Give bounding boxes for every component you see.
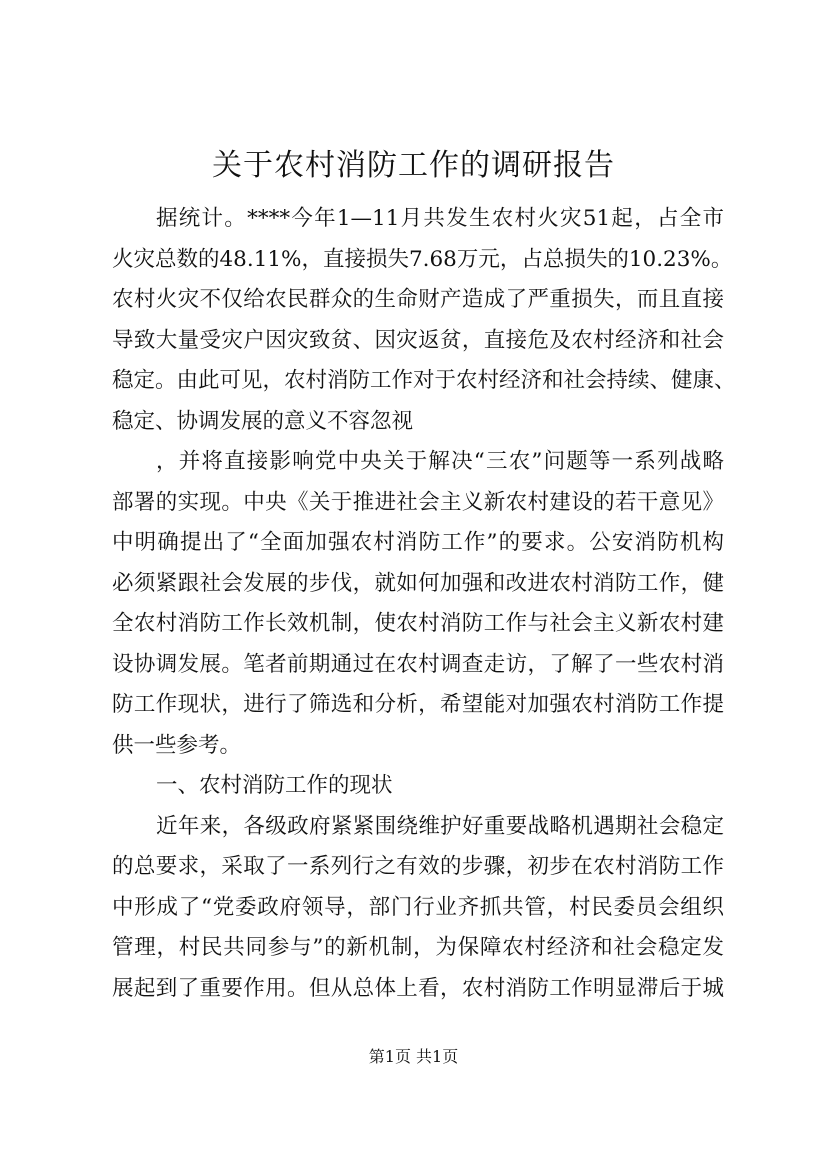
text-line: 供一些参考。 [112,732,242,758]
section-heading: 一、农村消防工作的现状 [156,773,393,798]
text-line: ，并将直接影响党中央关于解决“三农”问题等一系列战略 [156,449,724,474]
text-line: 农村火灾不仅给农民群众的生命财产造成了严重损失，而且直接 [112,287,724,312]
text-line: 必须紧跟社会发展的步伐，就如何加强和改进农村消防工作，健 [112,570,724,596]
text-line: 中形成了“党委政府领导，部门行业齐抓共管，村民委员会组织 [112,894,724,920]
text-line: 据统计。****今年1—11月共发生农村火灾51起，占全市 [156,206,724,231]
text-line: 展起到了重要作用。但从总体上看，农村消防工作明显滞后于城 [112,975,724,1001]
text-line: 防工作现状，进行了筛选和分析，希望能对加强农村消防工作提 [112,692,724,717]
text-line: 火灾总数的48.11%，直接损失7.68万元，占总损失的10.23%。 [112,246,733,272]
text-line: 近年来，各级政府紧紧围绕维护好重要战略机遇期社会稳定 [156,813,724,839]
text-line: 设协调发展。笔者前期通过在农村调查走访，了解了一些农村消 [112,651,724,677]
document-body [112,199,736,1009]
text-line: 中明确提出了“全面加强农村消防工作”的要求。公安消防机构 [112,530,724,555]
text-line: 管理，村民共同参与”的新机制，为保障农村经济和社会稳定发 [112,935,724,960]
text-line: 稳定、协调发展的意义不容忽视 [112,408,414,434]
text-line: 的总要求，采取了一系列行之有效的步骤，初步在农村消防工作 [112,854,724,879]
page-footer: 第1页 共1页 [368,1047,459,1066]
text-line: 全农村消防工作长效机制，使农村消防工作与社会主义新农村建 [112,611,724,636]
document-title: 关于农村消防工作的调研报告 [212,148,615,183]
text-line: 部署的实现。中央《关于推进社会主义新农村建设的若干意见》 [112,489,724,515]
text-line: 导致大量受灾户因灾致贫、因灾返贫，直接危及农村经济和社会 [112,327,724,353]
text-line: 稳定。由此可见，农村消防工作对于农村经济和社会持续、健康、 [112,368,736,393]
